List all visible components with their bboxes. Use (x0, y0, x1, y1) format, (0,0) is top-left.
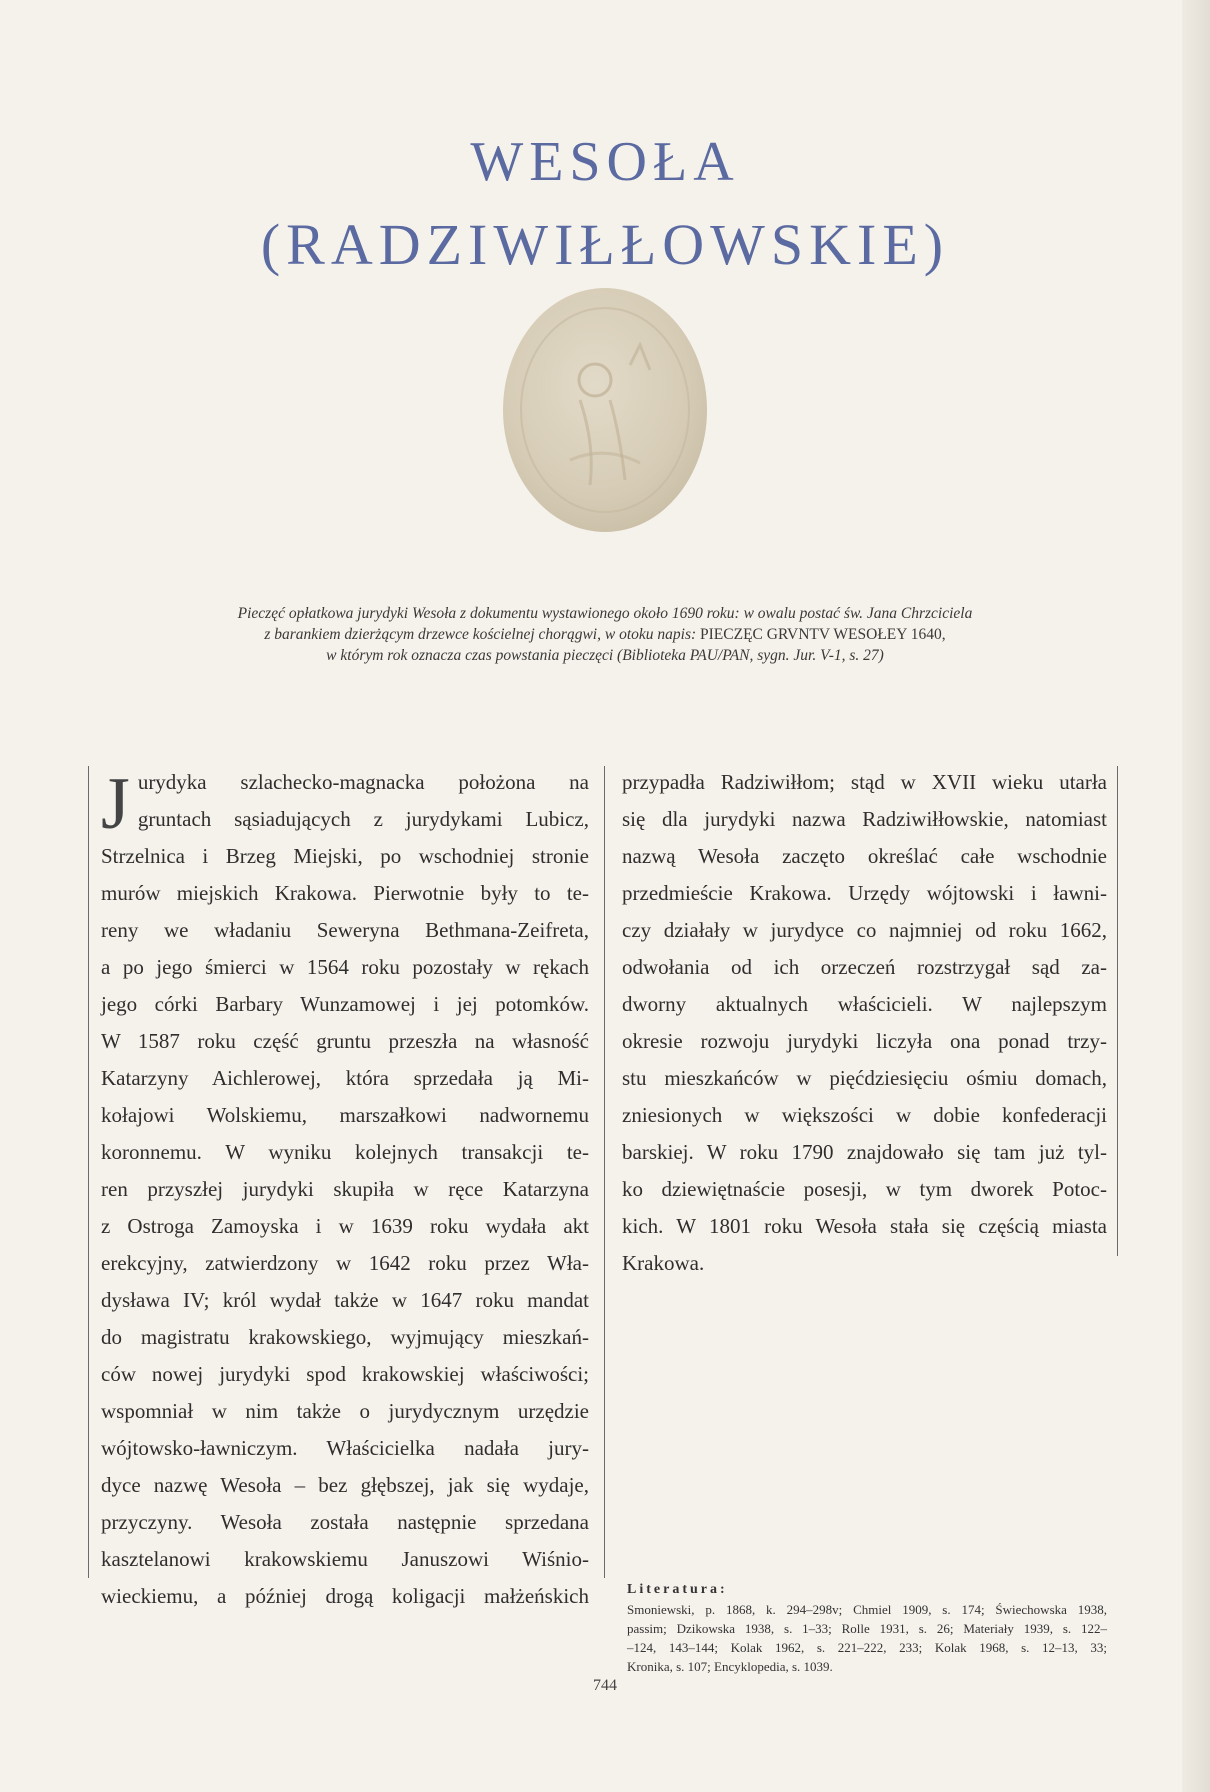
page-number: 744 (593, 1677, 617, 1694)
left-line: reny we władaniu Seweryna Bethmana-Zeifreta, (101, 918, 589, 942)
left-line: Strzelnica i Brzeg Miejski, po wschodniej stronie (101, 844, 589, 868)
left-line: a po jego śmierci w 1564 roku pozostały w rękach (101, 955, 589, 979)
caption-seal-inscription: PIECZĘC GRVNTV WESOŁEY 1640, (700, 626, 946, 643)
right-line: zniesionych w większości w dobie konfederacji (622, 1103, 1107, 1127)
caption-line-1: Pieczęć opłatkowa jurydyki Wesoła z dokumentu wystawionego około 1690 roku: w owalu postać św. Jana Chrzciciela (237, 605, 973, 622)
title-line-2: (RADZIWIŁŁOWSKIE) (260, 211, 950, 277)
left-line: z Ostroga Zamoyska i w 1639 roku wydała akt (101, 1214, 589, 1238)
left-line: koronnemu. W wyniku kolejnych transakcji te- (101, 1140, 589, 1164)
left-line: Katarzyny Aichlerowej, która sprzedała ją Mi- (101, 1066, 589, 1090)
left-line: urydyka szlachecko-magnacka położona na (137, 770, 589, 794)
right-column-rule (1117, 766, 1118, 1256)
left-line: ren przyszłej jurydyki skupiła w ręce Katarzyna (101, 1177, 589, 1201)
left-line: ców nowej jurydyki spod krakowskiej właściwości; (101, 1362, 589, 1386)
right-line: stu mieszkańców w pięćdziesięciu ośmiu domach, (622, 1066, 1107, 1090)
caption-line-3: w którym rok oznacza czas powstania pieczęci (Biblioteka PAU/PAN, sygn. Jur. V-1, s. 27) (326, 647, 884, 664)
left-line: kołajowi Wolskiemu, marszałkowi nadwornemu (101, 1103, 589, 1127)
center-column-rule (604, 766, 605, 1578)
literature-line: Smoniewski, p. 1868, k. 294–298v; Chmiel 1909, s. 174; Świechowska 1938, (627, 1602, 1107, 1617)
right-column (622, 764, 1107, 1282)
drop-cap: J (101, 763, 130, 845)
left-column-rule (88, 766, 89, 1578)
left-line: przyczyny. Wesoła została następnie sprzedana (101, 1510, 589, 1534)
left-line: dysława IV; król wydał także w 1647 roku mandat (101, 1288, 589, 1312)
literature-line: Kronika, s. 107; Encyklopedia, s. 1039. (627, 1659, 833, 1674)
literature-body (627, 1600, 1107, 1676)
right-line: barskiej. W roku 1790 znajdowało się tam już tyl- (622, 1140, 1107, 1164)
left-line: W 1587 roku część gruntu przeszła na własność (101, 1029, 589, 1053)
literature-heading: Literatura: (627, 1582, 728, 1597)
left-line: do magistratu krakowskiego, wyjmujący mieszkań- (101, 1325, 589, 1349)
right-line: przypadła Radziwiłłom; stąd w XVII wieku utarła (622, 770, 1107, 794)
literature-line: passim; Dzikowska 1938, s. 1–33; Rolle 1931, s. 26; Materiały 1939, s. 122– (627, 1621, 1107, 1636)
left-line: wieckiemu, a później drogą koligacji małżeńskich (101, 1584, 589, 1608)
literature-line: –124, 143–144; Kolak 1962, s. 221–222, 233; Kolak 1968, s. 12–13, 33; (627, 1640, 1107, 1655)
right-line: ko dziewiętnaście posesji, w tym dworek Potoc- (622, 1177, 1107, 1201)
right-line: kich. W 1801 roku Wesoła stała się częścią miasta (622, 1214, 1107, 1238)
right-line: się dla jurydyki nazwa Radziwiłłowskie, natomiast (622, 807, 1107, 831)
right-line: nazwą Wesoła zaczęto określać całe wschodnie (622, 844, 1107, 868)
left-line: erekcyjny, zatwierdzony w 1642 roku przez Wła- (101, 1251, 589, 1275)
right-line: czy działały w jurydyce co najmniej od roku 1662, (622, 918, 1107, 942)
left-line: wójtowsko-ławniczym. Właścicielka nadała jury- (101, 1436, 589, 1460)
left-line: wspomniał w nim także o jurydycznym urzędzie (101, 1399, 589, 1423)
left-line: dyce nazwę Wesoła – bez głębszej, jak się wydaje, (101, 1473, 589, 1497)
left-line: jego córki Barbary Wunzamowej i jej potomków. (101, 992, 589, 1016)
seal-image (500, 285, 710, 535)
caption-line-2 (150, 624, 1060, 645)
right-line: przedmieście Krakowa. Urzędy wójtowski i ławni- (622, 881, 1107, 905)
left-column (101, 764, 589, 1615)
figure-caption (150, 603, 1060, 666)
right-line: Krakowa. (622, 1251, 705, 1275)
right-line: dworny aktualnych właścicieli. W najlepszym (622, 992, 1107, 1016)
left-line: murów miejskich Krakowa. Pierwotnie były to te- (101, 881, 589, 905)
caption-line-2a: z barankiem dzierżącym drzewce kościelnej chorągwi, w otoku napis: (264, 626, 697, 643)
title-line-1: WESOŁA (470, 130, 740, 193)
left-line: kasztelanowi krakowskiemu Januszowi Wiśnio- (101, 1547, 589, 1571)
left-line: gruntach sąsiadujących z jurydykami Lubicz, (137, 807, 589, 831)
right-line: okresie rozwoju jurydyki liczyła ona ponad trzy- (622, 1029, 1107, 1053)
right-line: odwołania od ich orzeczeń rozstrzygał sąd za- (622, 955, 1107, 979)
